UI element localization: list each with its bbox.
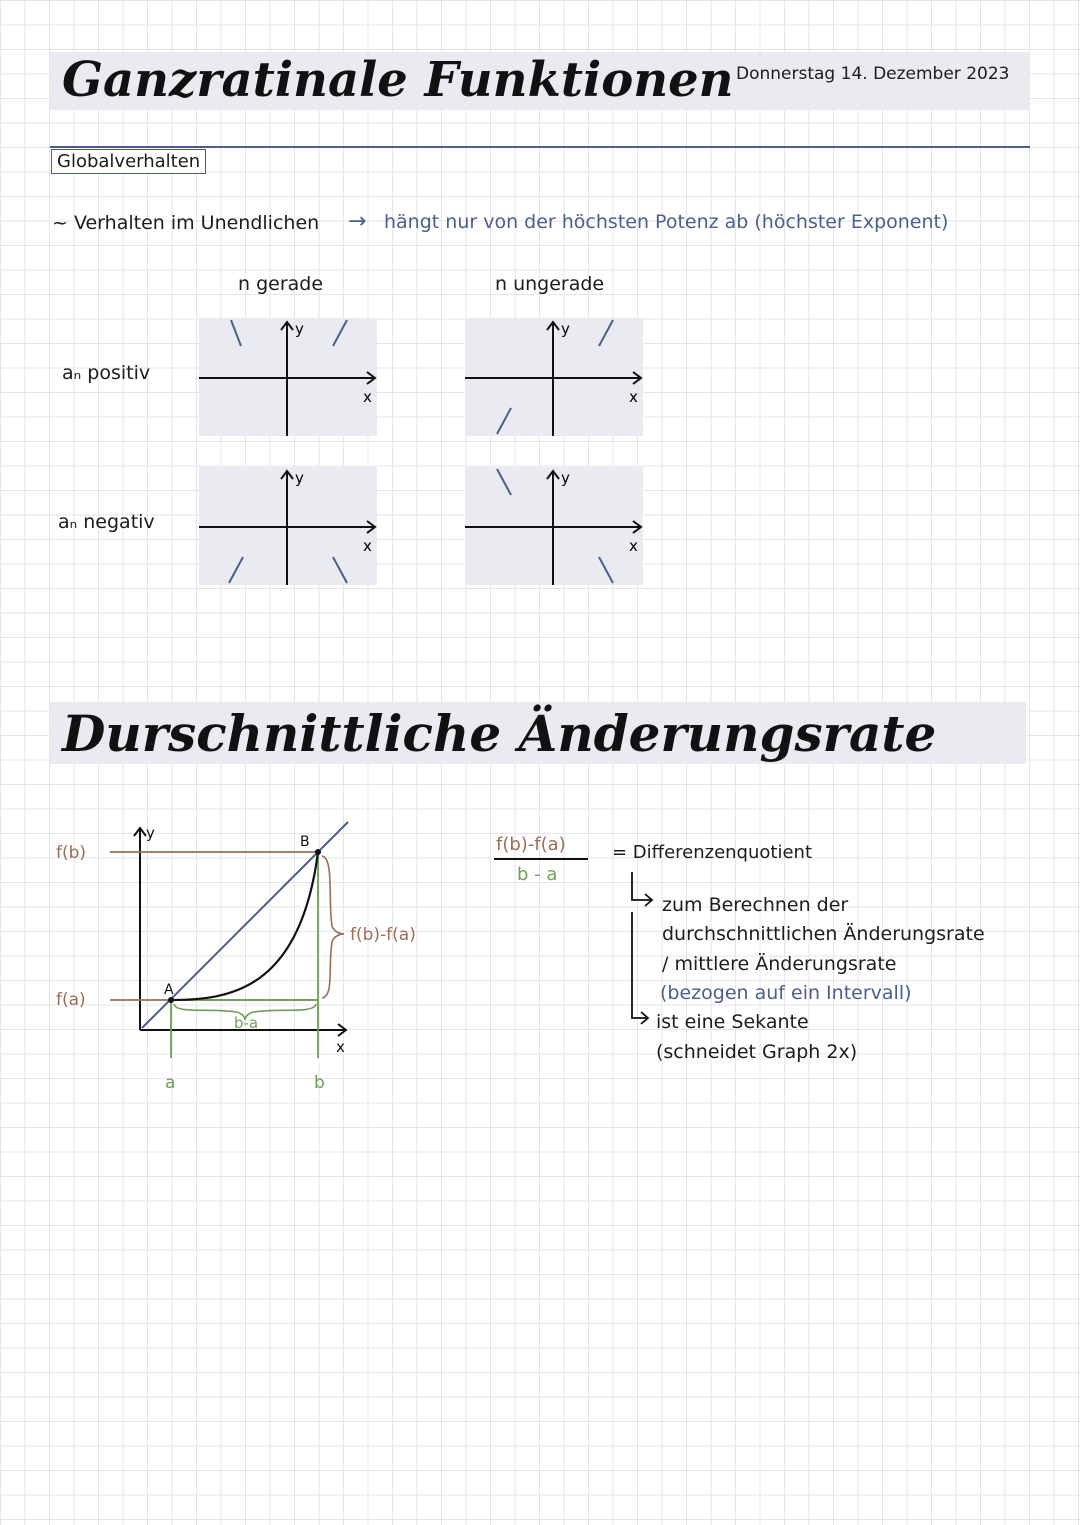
globalverhalten-tag: Globalverhalten (51, 149, 206, 174)
label-point-a: A (164, 982, 174, 998)
axis-y-label: y (295, 320, 304, 338)
tick-a: a (165, 1073, 176, 1093)
row-label-positive: aₙ positiv (62, 362, 151, 384)
note-line-4: (bezogen auf ein Intervall) (660, 982, 912, 1004)
axis-x-label: x (629, 537, 638, 555)
axis-x-label: x (363, 388, 372, 406)
axis-y-label: y (146, 824, 155, 842)
label-delta-y: f(b)-f(a) (350, 925, 416, 945)
note-line-2: durchschnittlichen Änderungsrate (662, 923, 985, 945)
label-fa: f(a) (56, 990, 86, 1010)
label-fb: f(b) (56, 843, 87, 863)
page-date: Donnerstag 14. Dezember 2023 (736, 64, 1010, 84)
note-line-1: zum Berechnen der (662, 894, 849, 916)
formula-equals: = Differenzenquotient (612, 842, 813, 863)
axis-x-label: x (629, 388, 638, 406)
label-point-b: B (300, 834, 310, 850)
page-title: Ganzratinale Funktionen (62, 52, 734, 108)
axis-y-label: y (295, 469, 304, 487)
axis-y-label: y (561, 469, 570, 487)
intro-left: ~ Verhalten im Unendlichen (52, 212, 320, 234)
section2-title: Durschnittliche Änderungsrate (62, 704, 937, 763)
col-label-odd: n ungerade (495, 273, 605, 295)
intro-right: hängt nur von der höchsten Potenz ab (höchster Exponent) (384, 211, 949, 233)
note-line-3: / mittlere Änderungsrate (662, 953, 897, 975)
axis-x-label: x (363, 537, 372, 555)
note-line-6: (schneidet Graph 2x) (656, 1041, 858, 1063)
col-label-even: n gerade (238, 273, 324, 295)
label-delta-x: b-a (234, 1014, 259, 1032)
tick-b: b (314, 1073, 325, 1093)
axis-x-label: x (336, 1038, 345, 1056)
formula-denominator: b - a (517, 864, 558, 885)
formula-numerator: f(b)-f(a) (496, 834, 566, 855)
axis-y-label: y (561, 320, 570, 338)
note-line-5: ist eine Sekante (656, 1011, 809, 1033)
intro-arrow: → (348, 209, 367, 234)
row-label-negative: aₙ negativ (58, 511, 155, 533)
